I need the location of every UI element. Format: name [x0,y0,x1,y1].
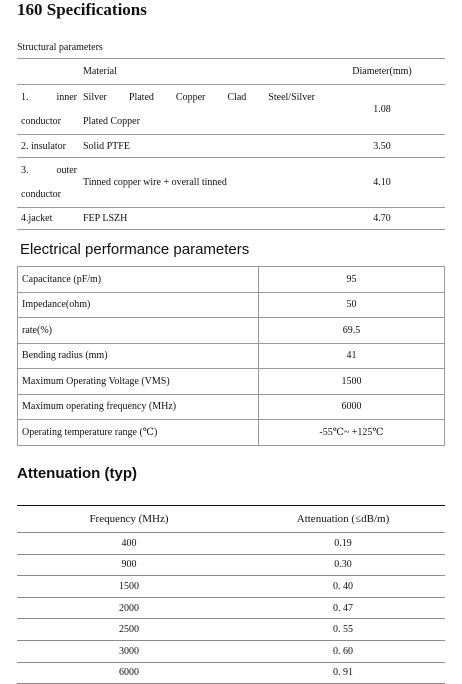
frequency-header: Frequency (MHz) [89,513,169,525]
material-header: Material [83,66,117,77]
table-row: 3000 0. 60 [17,640,445,662]
attenuation-section-heading: Attenuation (typ) [17,465,137,482]
structural-section-label: Structural parameters [17,42,103,53]
table-row: Impedance(ohm) 50 [18,292,445,318]
structural-header-row [17,59,445,85]
table-row: 1. inner conductor Silver Plated Copper Clad Steel/Silver Plated Copper 1.08 [17,85,445,135]
table-row: Maximum Operating Voltage (VMS) 1500 [18,369,445,395]
diameter-header: Diameter(mm) [352,66,412,77]
table-row: 900 0.30 [17,554,445,576]
table-row: 3. outer conductor Tinned copper wire + overall tinned 4.10 [17,158,445,208]
table-row: Bending radius (mm) 41 [18,343,445,369]
electrical-section-heading: Electrical performance parameters [20,241,250,258]
table-row: 400 0.19 [17,533,445,555]
electrical-table [17,266,445,446]
table-row: 1500 0. 40 [17,576,445,598]
table-row: 6000 0. 91 [17,662,445,684]
attenuation-header-row [17,506,445,533]
table-row: Operating temperature range (℃) -55℃~ +125℃ [18,420,445,446]
attenuation-table [17,505,445,684]
table-row: 2000 0. 47 [17,597,445,619]
table-row: 2. insulator Solid PTFE 3.50 [17,135,445,158]
table-row: 4.jacket FEP LSZH 4.70 [17,208,445,230]
table-row: rate(%) 69.5 [18,318,445,344]
table-row: Maximum operating frequency (MHz) 6000 [18,394,445,420]
structural-table [17,58,445,230]
table-row: Capacitance (pF/m) 95 [18,267,445,293]
attenuation-header: Attenuation (≤dB/m) [296,513,390,525]
page-title: 160 Specifications [17,0,147,19]
table-row: 2500 0. 55 [17,619,445,641]
